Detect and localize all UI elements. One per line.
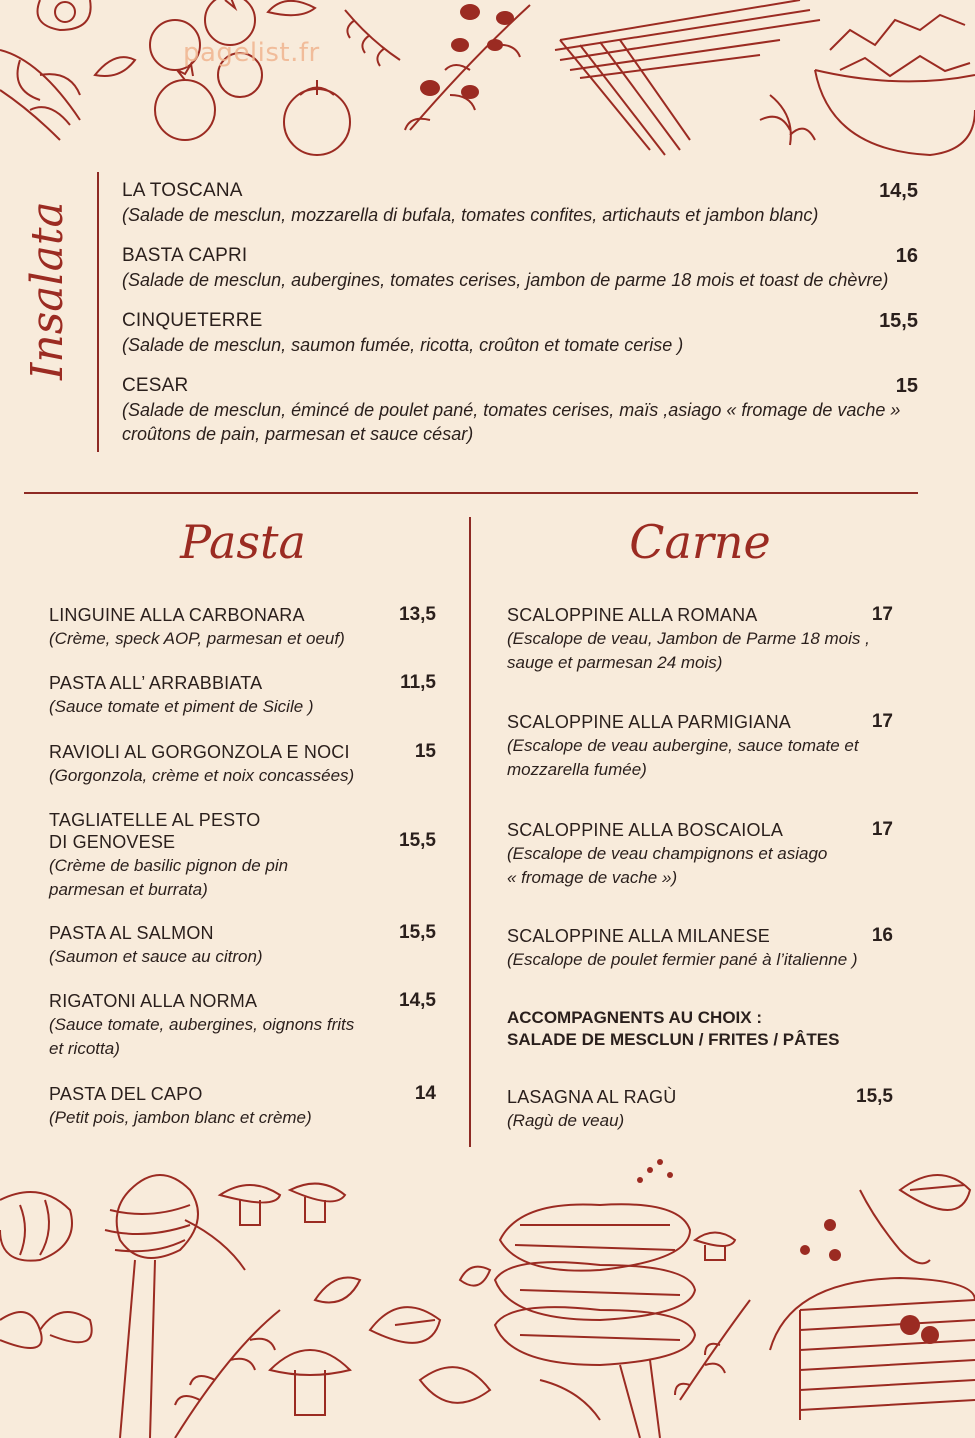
item-description: (Escalope de veau aubergine, sauce tomate et mozzarella fumée) <box>507 736 859 779</box>
carne-item <box>507 925 893 972</box>
salad-item-basta-capri <box>122 245 918 292</box>
carne-item <box>507 711 893 782</box>
item-price: 17 <box>871 711 893 732</box>
item-name: LINGUINE ALLA CARBONARA <box>49 605 305 625</box>
item-price: 17 <box>871 604 893 625</box>
item-name: LA TOSCANA <box>122 180 243 201</box>
item-description: (Escalope de poulet fermier pané à l’italienne ) <box>507 950 858 969</box>
item-price: 14 <box>414 1083 436 1104</box>
item-price: 15,5 <box>399 830 436 851</box>
item-name: PASTA ALL’ ARRABBIATA <box>49 673 263 693</box>
item-description: (Crème de basilic pignon de pin parmesan et burrata) <box>49 856 289 899</box>
item-description: (Escalope de veau, Jambon de Parme 18 mois , sauge et parmesan 24 mois) <box>507 629 870 672</box>
item-name: SCALOPPINE ALLA ROMANA <box>507 605 758 625</box>
item-description: (Sauce tomate et piment de Sicile ) <box>49 697 314 716</box>
item-name: CESAR <box>122 375 189 396</box>
salad-item-cinqueterre <box>122 310 918 357</box>
item-name: TAGLIATELLE AL PESTO DI GENOVESE <box>49 810 261 852</box>
pasta-item <box>49 990 436 1061</box>
item-name: PASTA AL SALMON <box>49 923 214 943</box>
item-price: 13,5 <box>399 604 436 625</box>
salad-item-la-toscana <box>122 180 918 227</box>
item-description: (Escalope de veau champignons et asiago « fromage de vache ») <box>507 844 828 887</box>
item-price: 14,5 <box>399 990 436 1011</box>
insalata-title: Insalata <box>22 201 73 380</box>
item-name: RAVIOLI AL GORGONZOLA E NOCI <box>49 742 350 762</box>
top-food-illustration <box>0 0 975 165</box>
item-description: (Gorgonzola, crème et noix concassées) <box>49 766 355 785</box>
accompagnements-note: ACCOMPAGNENTS AU CHOIX : SALADE DE MESCLUN / FRITES / PÂTES <box>507 1008 840 1049</box>
pasta-item <box>49 1083 436 1130</box>
watermark: pagelist.fr <box>183 38 320 68</box>
item-price: 14,5 <box>879 180 918 202</box>
item-name: SCALOPPINE ALLA BOSCAIOLA <box>507 820 784 840</box>
item-price: 15 <box>895 375 918 397</box>
item-name: SCALOPPINE ALLA MILANESE <box>507 926 770 946</box>
section-divider <box>24 492 918 494</box>
salad-item-cesar <box>122 375 918 446</box>
item-price: 15 <box>414 741 436 762</box>
item-description: (Salade de mesclun, saumon fumée, ricotta, croûton et tomate cerise ) <box>122 335 684 355</box>
item-name: CINQUETERRE <box>122 310 263 331</box>
item-description: (Petit pois, jambon blanc et crème) <box>49 1108 312 1127</box>
pasta-item <box>49 809 436 902</box>
insalata-divider <box>97 172 99 452</box>
item-description: (Ragù de veau) <box>507 1111 625 1130</box>
pasta-item <box>49 604 436 651</box>
item-price: 17 <box>871 819 893 840</box>
carne-item <box>507 819 893 890</box>
item-description: (Sauce tomate, aubergines, oignons frits et ricotta) <box>49 1015 355 1058</box>
carne-title: Carne <box>629 515 771 569</box>
bottom-food-illustration <box>0 1150 975 1438</box>
item-price: 15,5 <box>879 310 918 332</box>
item-price: 16 <box>895 245 918 267</box>
item-description: (Saumon et sauce au citron) <box>49 947 263 966</box>
pasta-item <box>49 672 436 719</box>
item-description: (Crème, speck AOP, parmesan et oeuf) <box>49 629 345 648</box>
carne-item <box>507 1086 893 1133</box>
column-divider <box>469 517 471 1147</box>
item-price: 15,5 <box>856 1086 893 1107</box>
item-name: SCALOPPINE ALLA PARMIGIANA <box>507 712 791 732</box>
pasta-title: Pasta <box>180 515 306 569</box>
carne-item <box>507 604 893 675</box>
item-name: LASAGNA AL RAGÙ <box>507 1087 677 1107</box>
pasta-item <box>49 741 436 788</box>
item-price: 15,5 <box>399 922 436 943</box>
item-description: (Salade de mesclun, mozzarella di bufala, tomates confites, artichauts et jambon blanc) <box>122 205 819 225</box>
pasta-item <box>49 922 436 969</box>
item-name: PASTA DEL CAPO <box>49 1084 203 1104</box>
item-name: RIGATONI ALLA NORMA <box>49 991 258 1011</box>
item-price: 16 <box>871 925 893 946</box>
item-price: 11,5 <box>400 672 436 693</box>
item-description: (Salade de mesclun, émincé de poulet pané, tomates cerises, maïs ,asiago « fromage de vache » croûtons de pain, parmesan et sauce césar) <box>122 400 901 444</box>
item-name: BASTA CAPRI <box>122 245 248 266</box>
item-description: (Salade de mesclun, aubergines, tomates cerises, jambon de parme 18 mois et toast de chèvre) <box>122 270 889 290</box>
